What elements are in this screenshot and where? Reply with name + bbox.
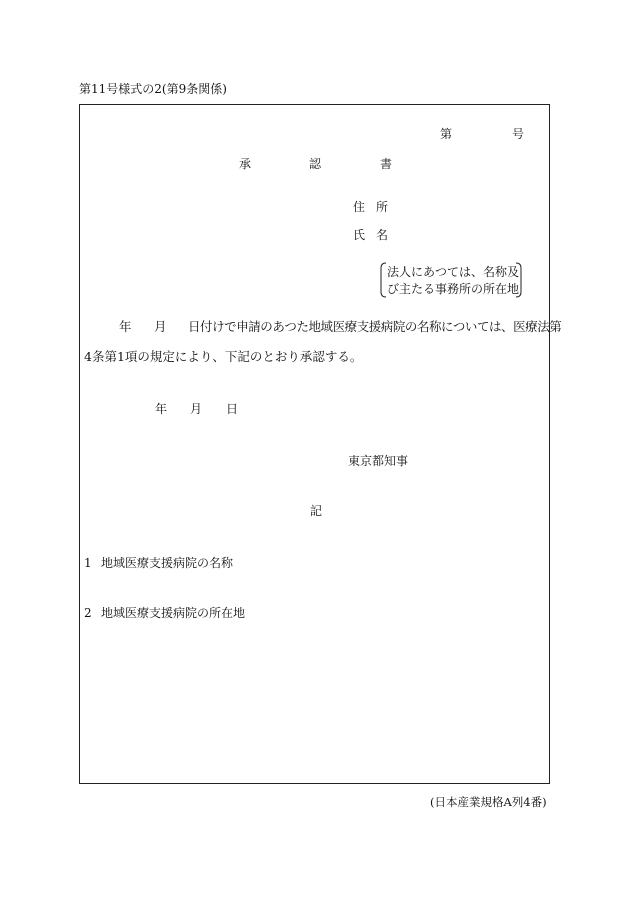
corporate-note xyxy=(379,262,523,298)
ki-label: 記 xyxy=(310,504,323,518)
body-line1-rest: 日付けで申請のあつた地域医療支援病院の名称については、医療法第 xyxy=(188,319,562,334)
doc-title-1: 承 xyxy=(239,157,252,171)
name-label-1: 氏 xyxy=(353,228,366,242)
corporate-note-line1: 法人にあつては、名称及 xyxy=(387,265,520,279)
number-dai: 第 xyxy=(440,127,453,141)
body-month: 月 xyxy=(154,319,167,334)
footer-note: (日本産業規格A列4番) xyxy=(430,795,547,809)
form-title: 第11号様式の2(第9条関係) xyxy=(79,82,227,96)
name-label-2: 名 xyxy=(376,228,389,242)
left-bracket-icon xyxy=(379,262,387,298)
item-1-num: 1 xyxy=(84,556,92,570)
corporate-note-line2: び主たる事務所の所在地 xyxy=(387,282,520,296)
date-day: 日 xyxy=(226,402,239,416)
date-year: 年 xyxy=(155,402,168,416)
date-month: 月 xyxy=(190,402,203,416)
issuer: 東京都知事 xyxy=(348,454,409,468)
item-2-num: 2 xyxy=(84,606,92,620)
doc-title-3: 書 xyxy=(380,157,393,171)
right-bracket-icon xyxy=(515,262,523,298)
item-1-text: 地域医療支援病院の名称 xyxy=(101,556,234,570)
number-go: 号 xyxy=(512,127,525,141)
item-2-text: 地域医療支援病院の所在地 xyxy=(101,606,246,620)
address-label-1: 住 xyxy=(353,200,366,214)
form-frame xyxy=(79,104,550,784)
doc-title-2: 認 xyxy=(309,157,322,171)
body-line2: 4条第1項の規定により、下記のとおり承認する。 xyxy=(84,349,363,364)
address-label-2: 所 xyxy=(376,200,389,214)
body-year: 年 xyxy=(119,319,132,334)
